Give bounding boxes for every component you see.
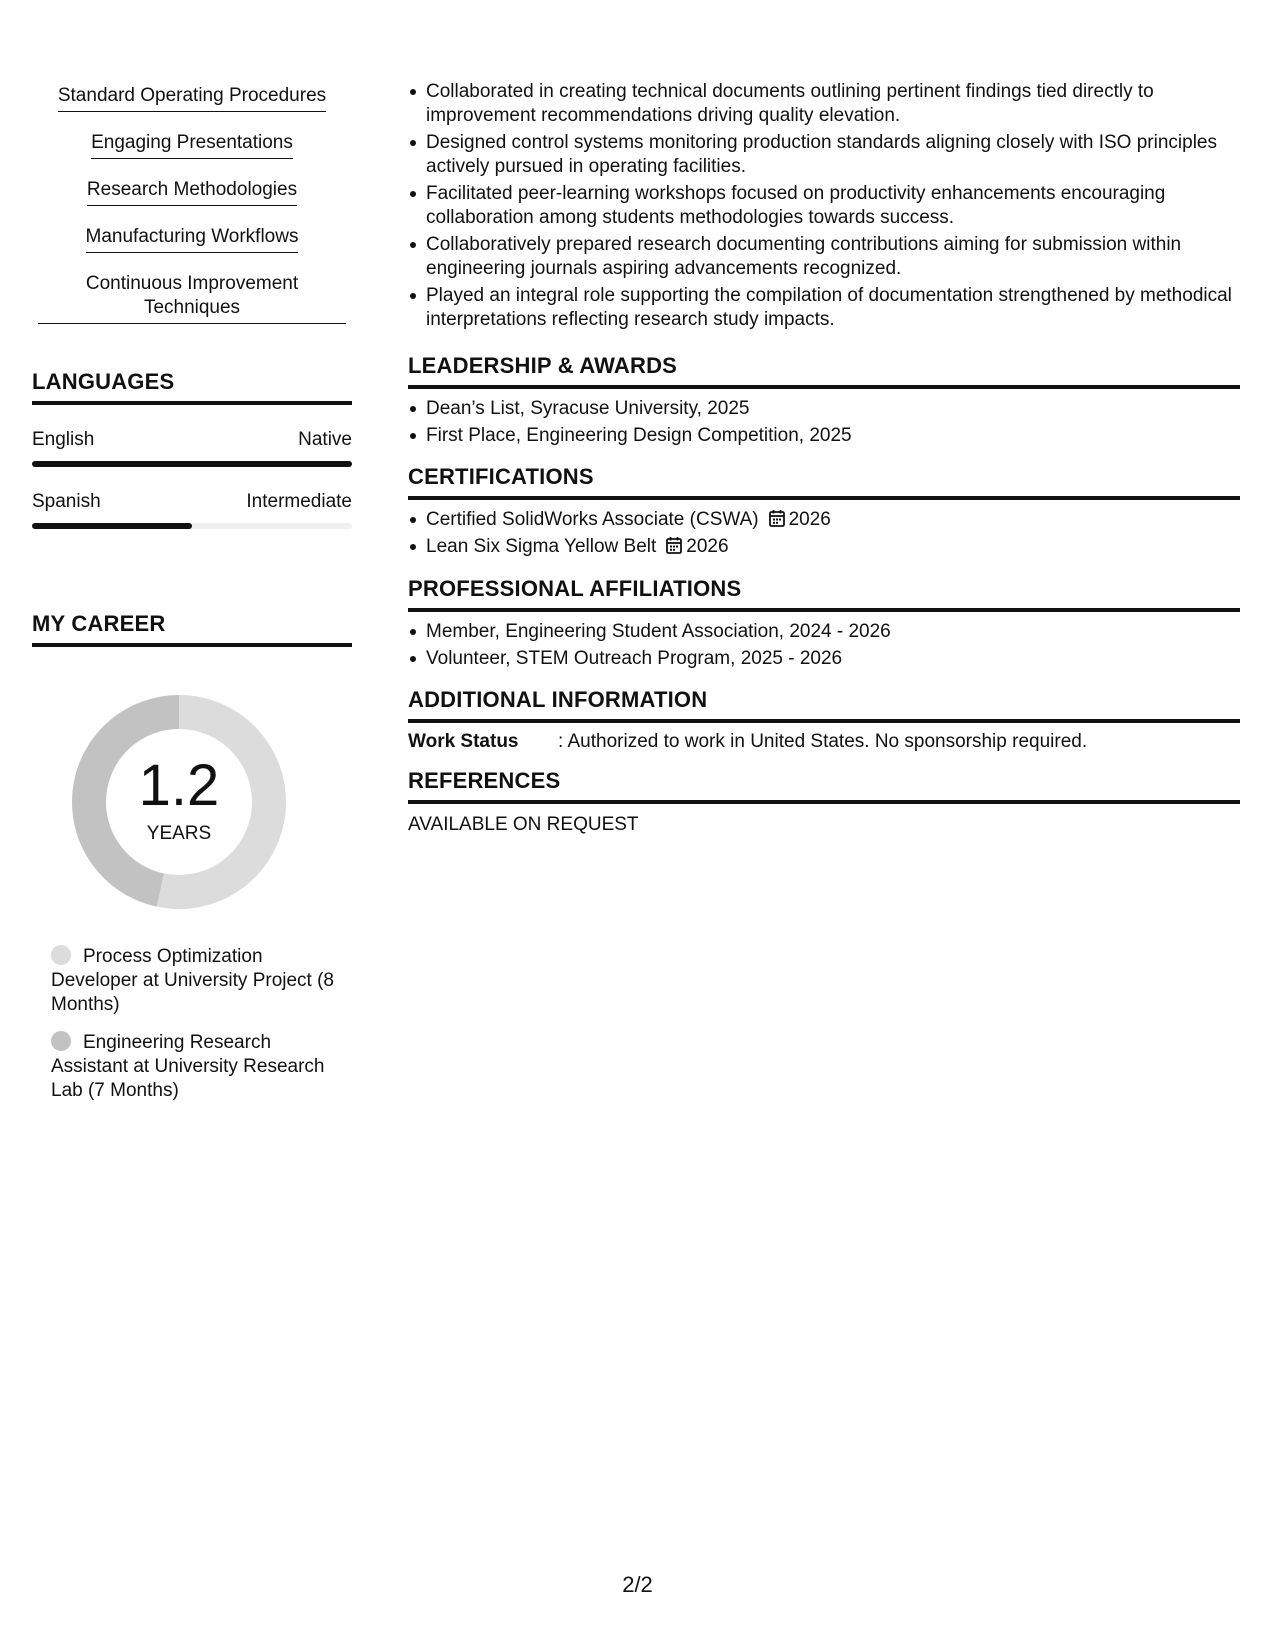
work-status-row xyxy=(408,731,1240,753)
language-item xyxy=(32,429,352,467)
page-number: 2/2 xyxy=(622,1572,653,1597)
skill-item: Standard Operating Procedures xyxy=(32,84,352,112)
languages-section xyxy=(32,368,352,529)
career-section xyxy=(32,610,352,1117)
career-heading: MY CAREER xyxy=(32,610,352,647)
experience-bullet: Collaborated in creating technical documents outlining pertinent findings tied directly to improvement recommendations driving quality elevation. xyxy=(426,80,1240,128)
experience-bullet: Facilitated peer-learning workshops focused on productivity enhancements encouraging collaboration among students methodologies towards success. xyxy=(426,182,1240,230)
languages-heading: LANGUAGES xyxy=(32,368,352,405)
leadership-heading: LEADERSHIP & AWARDS xyxy=(408,352,1240,389)
career-total-value: 1.2 xyxy=(138,753,220,818)
experience-bullet: Played an integral role supporting the compilation of documentation strengthened by methodical interpretations reflecting research study impacts. xyxy=(426,284,1240,332)
career-legend-item: Process Optimization Developer at University Project (8 Months) xyxy=(51,946,334,1015)
skill-item: Manufacturing Workflows xyxy=(32,225,352,253)
language-level: Native xyxy=(298,429,352,450)
language-item xyxy=(32,491,352,529)
references-text: AVAILABLE ON REQUEST xyxy=(408,814,639,835)
career-total-unit: YEARS xyxy=(146,823,212,844)
leadership-item: First Place, Engineering Design Competition, 2025 xyxy=(426,424,1240,448)
certification-item: Certified SolidWorks Associate (CSWA) 2026 xyxy=(426,508,1240,532)
legend-dot xyxy=(51,1031,71,1051)
language-proficiency-fill xyxy=(32,523,192,529)
references-section xyxy=(408,767,1240,836)
leadership-item: Dean’s List, Syracuse University, 2025 xyxy=(426,397,1240,421)
certifications-heading: CERTIFICATIONS xyxy=(408,463,1240,500)
career-legend-item: Engineering Research Assistant at University Research Lab (7 Months) xyxy=(51,1032,325,1101)
skill-item: Continuous Improvement Techniques xyxy=(38,272,346,324)
affiliations-heading: PROFESSIONAL AFFILIATIONS xyxy=(408,575,1240,612)
experience-bullets xyxy=(408,80,1240,335)
skills-list xyxy=(32,84,352,324)
calendar-icon xyxy=(769,509,785,527)
affiliation-item: Volunteer, STEM Outreach Program, 2025 - 2026 xyxy=(426,647,1240,671)
additional-info-section xyxy=(408,686,1240,753)
language-proficiency-fill xyxy=(32,461,352,467)
additional-info-heading: ADDITIONAL INFORMATION xyxy=(408,686,1240,723)
affiliations-section xyxy=(408,575,1240,674)
language-proficiency-bar xyxy=(32,523,352,529)
references-heading: REFERENCES xyxy=(408,767,1240,804)
leadership-section xyxy=(408,352,1240,451)
certification-item: Lean Six Sigma Yellow Belt 2026 xyxy=(426,535,1240,559)
skill-item: Engaging Presentations xyxy=(32,131,352,159)
skill-item: Research Methodologies xyxy=(32,178,352,206)
work-status-value: : Authorized to work in United States. No sponsorship required. xyxy=(558,731,1088,752)
career-legend xyxy=(51,945,341,1103)
work-status-label: Work Status xyxy=(408,731,519,752)
certifications-section xyxy=(408,463,1240,562)
language-level: Intermediate xyxy=(246,491,352,512)
calendar-icon xyxy=(666,536,682,554)
career-donut-chart xyxy=(64,687,294,917)
legend-dot xyxy=(51,945,71,965)
language-name: English xyxy=(32,429,95,450)
language-name: Spanish xyxy=(32,491,101,512)
experience-bullet: Designed control systems monitoring production standards aligning closely with ISO principles actively pursued in operating facilities. xyxy=(426,131,1240,179)
experience-bullet: Collaboratively prepared research documenting contributions aiming for submission within engineering journals aspiring advancements recognized. xyxy=(426,233,1240,281)
affiliation-item: Member, Engineering Student Association, 2024 - 2026 xyxy=(426,620,1240,644)
language-proficiency-bar xyxy=(32,461,352,467)
